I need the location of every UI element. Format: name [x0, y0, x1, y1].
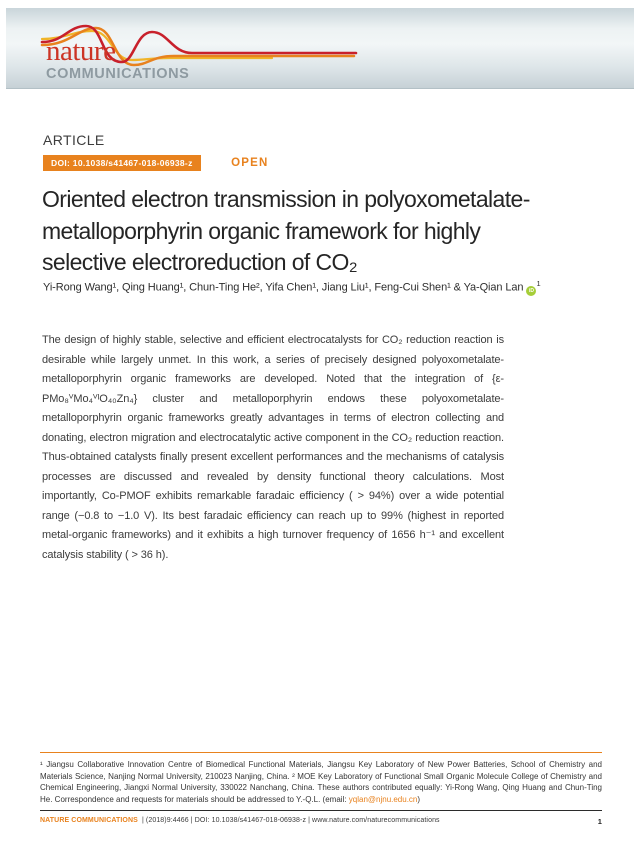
footer-citation: | (2018)9:4466 | DOI: 10.1038/s41467-018-06938-z | www.nature.com/naturecommunications: [141, 817, 440, 824]
page-footer: [40, 817, 602, 824]
author-affiliation-sup: 1: [536, 279, 541, 288]
orcid-icon[interactable]: iD: [526, 286, 536, 296]
email-link[interactable]: yqlan@njnu.edu.cn: [348, 794, 418, 804]
journal-masthead: [6, 8, 634, 89]
affiliations-text: ¹ Jiangsu Collaborative Innovation Centre of Biomedical Functional Materials, Jiangsu Key Laboratory of New Power Batteries, School of Chemistry and Materials Science, Nanjing Normal University, 210023 Nanjing, China. ² MOE Key Laboratory of Functional Small Organic Molecule College of Chemistry and Chemical Engineering, Jiangxi Normal University, 330022 Nanchang, China. These authors contributed equally: Yi-Rong Wang, Qing Huang and Chun-Ting He. Correspondence and requests for materials should be addressed to Y.-Q.L. (email:: [40, 760, 602, 804]
footnote-divider: [40, 752, 602, 753]
journal-logo: [46, 36, 189, 82]
title-line: metalloporphyrin organic framework for highly: [42, 217, 481, 244]
title-line: selective electroreduction of CO₂: [42, 249, 358, 275]
author-list: [43, 279, 618, 296]
affiliations-footnote: [40, 759, 602, 805]
journal-name: nature: [46, 35, 116, 67]
article-title: [42, 184, 617, 279]
page-number: 1: [597, 817, 602, 826]
author-names: Yi-Rong Wang¹, Qing Huang¹, Chun-Ting He², Yifa Chen¹, Jiang Liu¹, Feng-Cui Shen¹ & Ya-Qian Lan: [43, 281, 524, 294]
footer-journal-name: NATURE COMMUNICATIONS: [40, 817, 138, 824]
article-type-label: ARTICLE: [43, 132, 105, 148]
title-line: Oriented electron transmission in polyoxometalate-: [42, 186, 530, 212]
abstract-text: The design of highly stable, selective and efficient electrocatalysts for CO₂ reduction reaction is desirable while largely unmet. In this work, a series of precisely designed polyoxometalate-metalloporphyrin organic frameworks are developed. Noted that the integration of {ε-PMo₈ⱽMo₄ⱽᴵO₄₀Zn₄} cluster and metalloporphyrin endows these polyoxometalate-metalloporphyrin organic frameworks greatly advantages in terms of electron collecting and donating, electron migration and electrocatalytic active component in the CO₂ reduction reaction. Thus-obtained catalysts finally present excellent performances and the mechanisms of catalysis processes are discussed and revealed by density functional theory calculations. Most importantly, Co-PMOF exhibits remarkable faradaic efficiency ( > 94%) over a wide potential range (−0.8 to −1.0 V). Its best faradaic efficiency can reach up to 99% (highest in reported metal-organic frameworks) and it exhibits a high turnover frequency of 1656 h⁻¹ and excellent catalysis stability ( > 36 h).: [42, 334, 504, 561]
open-access-label: OPEN: [231, 157, 269, 169]
doi-row: [43, 155, 268, 172]
journal-subtitle: COMMUNICATIONS: [46, 66, 190, 82]
affiliations-text-end: ): [417, 794, 421, 804]
footer-divider: [40, 810, 602, 811]
doi-badge: DOI: 10.1038/s41467-018-06938-z: [43, 155, 201, 171]
